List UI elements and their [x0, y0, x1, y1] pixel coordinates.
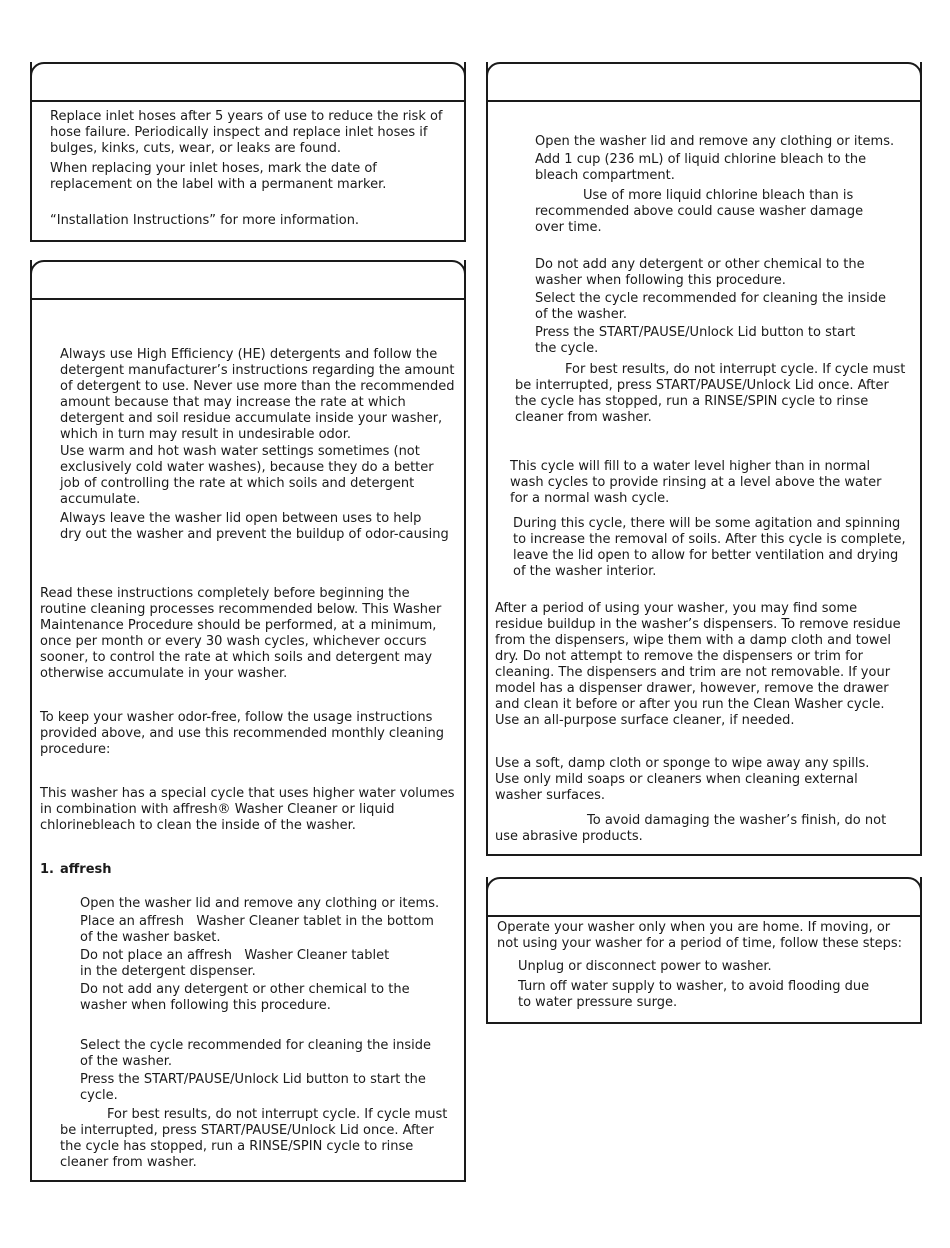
care-tip-he-detergent: amount because that may increase the rate at which — [60, 395, 406, 410]
cycle-expectation-agitation: to increase the removal of soils. After this cycle is complete, — [513, 532, 906, 547]
affresh-step: in the detergent dispenser. — [80, 964, 256, 979]
maintenance-procedure-text: Read these instructions completely before beginning the — [40, 586, 410, 601]
care-tip-he-detergent: detergent and soil residue accumulate inside your washer, — [60, 411, 443, 426]
vacation-intro-text: Operate your washer only when you are home. If moving, or — [497, 920, 891, 935]
affresh-cycle-note: For best results, do not interrupt cycle. If cycle must — [107, 1107, 448, 1122]
dispenser-cleaning-text: residue buildup in the washer’s dispensers. To remove residue — [495, 617, 901, 632]
exterior-cleaning-text: Use only mild soaps or cleaners when cleaning external — [495, 772, 858, 787]
bleach-cycle-note: cleaner from washer. — [515, 410, 652, 425]
vacation-care-header-tab — [486, 877, 922, 917]
dispenser-cleaning-text: Use an all-purpose surface cleaner, if needed. — [495, 713, 795, 728]
bleach-cycle-step: Press the START/PAUSE/Unlock Lid button to start — [535, 325, 856, 340]
care-tip-he-detergent: detergent manufacturer’s instructions regarding the amount — [60, 363, 455, 378]
hose-replacement-text: bulges, kinks, cuts, wear, or leaks are found. — [50, 141, 342, 156]
special-cycle-text: chlorinebleach to clean the inside of the washer. — [40, 818, 356, 833]
care-tip-warm-water: accumulate. — [60, 492, 141, 507]
bleach-cycle-step: washer when following this procedure. — [535, 273, 786, 288]
bleach-step: Open the washer lid and remove any clothing or items. — [535, 134, 895, 149]
maintenance-procedure-text: sooner, to control the rate at which soils and detergent may — [40, 650, 433, 665]
hose-replacement-text: hose failure. Periodically inspect and replace inlet hoses if — [50, 125, 428, 140]
care-tip-he-detergent: which in turn may result in undesirable odor. — [60, 427, 352, 442]
affresh-step: of the washer basket. — [80, 930, 221, 945]
affresh-step: washer when following this procedure. — [80, 998, 331, 1013]
bleach-cycle-step: of the washer. — [535, 307, 628, 322]
care-tip-lid-open: dry out the washer and prevent the buildup of odor-causing — [60, 527, 449, 542]
bleach-cycle-step: Do not add any detergent or other chemical to the — [535, 257, 865, 272]
inlet-hoses-header-tab — [30, 62, 466, 102]
care-tip-lid-open: Always leave the washer lid open between uses to help — [60, 511, 422, 526]
care-tip-he-detergent: Always use High Efficiency (HE) detergents and follow the — [60, 347, 438, 362]
maintenance-procedure-text: Maintenance Procedure should be performed, at a minimum, — [40, 618, 437, 633]
maintenance-procedure-text: routine cleaning processes recommended below. This Washer — [40, 602, 442, 617]
cycle-expectation-fill: This cycle will fill to a water level higher than in normal — [510, 459, 871, 474]
cycle-expectation-agitation: During this cycle, there will be some agitation and spinning — [513, 516, 901, 531]
care-tip-he-detergent: of detergent to use. Never use more than the recommended — [60, 379, 455, 394]
affresh-step: Place an affresh Washer Cleaner tablet in the bottom — [80, 914, 434, 929]
affresh-step: Open the washer lid and remove any clothing or items. — [80, 896, 440, 911]
care-tip-warm-water: exclusively cold water washes), because they do a better — [60, 460, 434, 475]
hose-date-marking-text: When replacing your inlet hoses, mark the date of — [50, 161, 377, 176]
hose-replacement-text: Replace inlet hoses after 5 years of use to reduce the risk of — [50, 109, 443, 124]
cycle-expectation-fill: for a normal wash cycle. — [510, 491, 670, 506]
bleach-step: Add 1 cup (236 mL) of liquid chlorine bleach to the — [535, 152, 867, 167]
vacation-step: to water pressure surge. — [518, 995, 678, 1010]
method-name-affresh: affresh — [60, 862, 112, 877]
installation-reference-text: “Installation Instructions” for more information. — [50, 213, 360, 228]
cycle-expectation-agitation: leave the lid open to allow for better ventilation and drying — [513, 548, 899, 563]
care-tip-warm-water: job of controlling the rate at which soils and detergent — [60, 476, 415, 491]
odor-free-text: To keep your washer odor-free, follow the usage instructions — [40, 710, 433, 725]
affresh-cycle-note: cleaner from washer. — [60, 1155, 197, 1170]
bleach-cycle-note: For best results, do not interrupt cycle. If cycle must — [565, 362, 906, 377]
affresh-cycle-note: the cycle has stopped, run a RINSE/SPIN cycle to rinse — [60, 1139, 414, 1154]
affresh-cycle-step: Select the cycle recommended for cleaning the inside — [80, 1038, 431, 1053]
washer-care-header-tab — [30, 260, 466, 300]
cycle-expectation-fill: wash cycles to provide rinsing at a level above the water — [510, 475, 882, 490]
dispenser-cleaning-text: and clean it before or after you run the Clean Washer cycle. — [495, 697, 885, 712]
vacation-intro-text: not using your washer for a period of time, follow these steps: — [497, 936, 903, 951]
maintenance-procedure-text: once per month or every 30 wash cycles, whichever occurs — [40, 634, 427, 649]
bleach-cycle-step: Select the cycle recommended for cleaning the inside — [535, 291, 886, 306]
vacation-step: Unplug or disconnect power to washer. — [518, 959, 772, 974]
special-cycle-text: This washer has a special cycle that uses higher water volumes — [40, 786, 455, 801]
bleach-caution-text: recommended above could cause washer damage — [535, 204, 864, 219]
affresh-cycle-step: cycle. — [80, 1088, 118, 1103]
bleach-caution-text: over time. — [535, 220, 602, 235]
hose-date-marking-text: replacement on the label with a permanent marker. — [50, 177, 387, 192]
exterior-cleaning-text: washer surfaces. — [495, 788, 606, 803]
dispenser-cleaning-text: cleaning. The dispensers and trim are not removable. If your — [495, 665, 891, 680]
affresh-cycle-step: Press the START/PAUSE/Unlock Lid button to start the — [80, 1072, 426, 1087]
dispenser-cleaning-text: dry. Do not attempt to remove the dispensers or trim for — [495, 649, 863, 664]
dispenser-cleaning-text: from the dispensers, wipe them with a damp cloth and towel — [495, 633, 892, 648]
affresh-step: Do not add any detergent or other chemical to the — [80, 982, 410, 997]
dispenser-cleaning-text: model has a dispenser drawer, however, remove the drawer — [495, 681, 889, 696]
affresh-cycle-note: be interrupted, press START/PAUSE/Unlock Lid once. After — [60, 1123, 434, 1138]
odor-free-text: provided above, and use this recommended monthly cleaning — [40, 726, 444, 741]
dispenser-cleaning-text: After a period of using your washer, you may find some — [495, 601, 858, 616]
bleach-cycle-step: the cycle. — [535, 341, 599, 356]
affresh-cycle-step: of the washer. — [80, 1054, 173, 1069]
bleach-cycle-note: the cycle has stopped, run a RINSE/SPIN cycle to rinse — [515, 394, 869, 409]
method-number: 1. — [40, 862, 54, 877]
special-cycle-text: in combination with affresh® Washer Cleaner or liquid — [40, 802, 395, 817]
vacation-step: Turn off water supply to washer, to avoid flooding due — [518, 979, 870, 994]
finish-care-note: To avoid damaging the washer’s finish, do not — [587, 813, 887, 828]
exterior-cleaning-text: Use a soft, damp cloth or sponge to wipe away any spills. — [495, 756, 870, 771]
bleach-cleaning-header-tab — [486, 62, 922, 102]
bleach-caution-text: Use of more liquid chlorine bleach than is — [583, 188, 854, 203]
affresh-step: Do not place an affresh Washer Cleaner tablet — [80, 948, 390, 963]
bleach-step: bleach compartment. — [535, 168, 675, 183]
finish-care-note: use abrasive products. — [495, 829, 643, 844]
odor-free-text: procedure: — [40, 742, 111, 757]
care-tip-warm-water: Use warm and hot wash water settings sometimes (not — [60, 444, 420, 459]
bleach-cycle-note: be interrupted, press START/PAUSE/Unlock Lid once. After — [515, 378, 889, 393]
cycle-expectation-agitation: of the washer interior. — [513, 564, 657, 579]
maintenance-procedure-text: otherwise accumulate in your washer. — [40, 666, 288, 681]
